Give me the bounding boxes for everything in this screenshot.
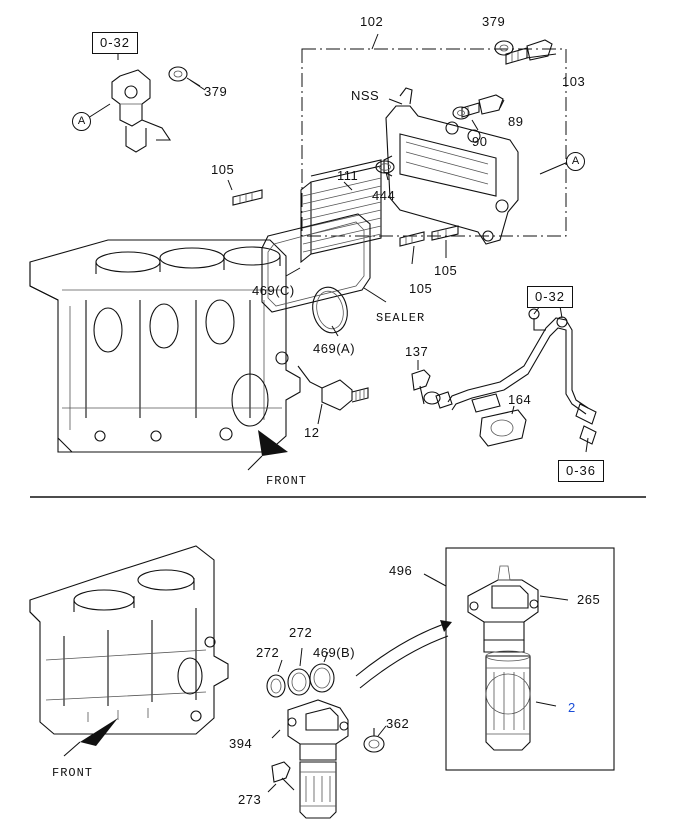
- oil-filter-assembly-left: [267, 664, 384, 818]
- part-label-272-lower: 272: [256, 645, 280, 660]
- front-arrow-bottom: [64, 718, 118, 756]
- box-label-0-36: 0-36: [558, 460, 604, 482]
- oil-pipe-assembly: [412, 309, 596, 446]
- part-label-469b: 469(B): [313, 645, 356, 660]
- part-label-103: 103: [562, 74, 586, 89]
- part-label-164: 164: [508, 392, 532, 407]
- part-label-496: 496: [389, 563, 413, 578]
- part-label-469a: 469(A): [313, 341, 356, 356]
- engine-block-top: [30, 240, 300, 452]
- part-label-379-top: 379: [482, 14, 506, 29]
- front-arrow-top: [248, 430, 288, 470]
- front-label-top: FRONT: [266, 474, 308, 488]
- part-label-273: 273: [238, 792, 262, 807]
- part-label-90: 90: [472, 134, 488, 149]
- engine-block-bottom: [30, 546, 228, 734]
- washer-379-top: [495, 41, 513, 55]
- front-label-bottom: FRONT: [52, 766, 94, 780]
- circle-label-a-left: A: [72, 112, 91, 131]
- part-label-102: 102: [360, 14, 384, 29]
- part-label-265: 265: [577, 592, 601, 607]
- bolt-103: [506, 40, 552, 64]
- part-label-362: 362: [386, 716, 410, 731]
- circle-label-a-right: A: [566, 152, 585, 171]
- oring-469a: [309, 284, 352, 336]
- part-label-272-upper: 272: [289, 625, 313, 640]
- sensor-12: [298, 366, 368, 424]
- label-sealer: SEALER: [376, 311, 426, 325]
- box-label-0-32-left: 0-32: [92, 32, 138, 54]
- bracket-left-assembly: [98, 42, 200, 152]
- part-label-nss: NSS: [351, 88, 380, 103]
- part-label-105-left: 105: [211, 162, 235, 177]
- part-label-469c: 469(C): [252, 283, 295, 298]
- part-label-111: 111: [337, 168, 359, 183]
- part-label-394: 394: [229, 736, 253, 751]
- callout-2: 2: [568, 700, 576, 715]
- part-label-105-right: 105: [434, 263, 458, 278]
- filter-detail-box: [446, 548, 614, 770]
- bolt-89: [453, 95, 503, 119]
- box-label-0-32-right: 0-32: [527, 286, 573, 308]
- part-label-444: 444: [372, 188, 396, 203]
- part-label-89: 89: [508, 114, 524, 129]
- part-label-12: 12: [304, 425, 320, 440]
- part-label-379-left: 379: [204, 84, 228, 99]
- oil-cooler-housing: [384, 88, 518, 244]
- part-label-137: 137: [405, 344, 429, 359]
- part-label-105-mid: 105: [409, 281, 433, 296]
